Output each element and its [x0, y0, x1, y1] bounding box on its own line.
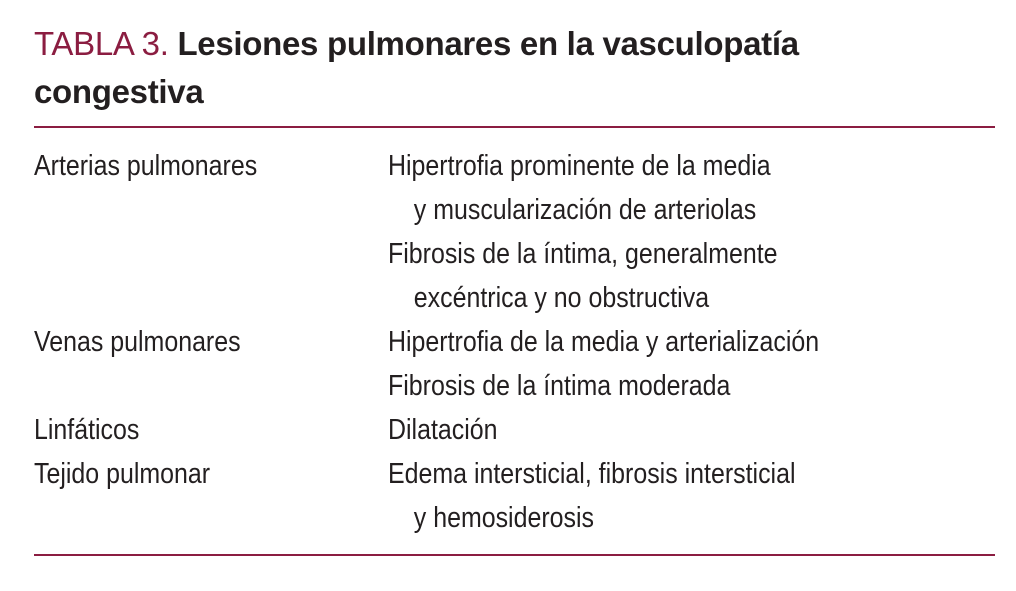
row-item	[388, 320, 910, 364]
row-item	[388, 144, 910, 232]
row-label: Tejido pulmonar	[34, 458, 211, 490]
row-item	[388, 232, 910, 320]
table-row	[34, 144, 995, 320]
row-items	[388, 452, 995, 540]
table-body	[34, 144, 995, 540]
row-items	[388, 408, 995, 452]
item-line-continued: y hemosiderosis	[413, 502, 594, 534]
item-line: Hipertrofia prominente de la media	[388, 150, 771, 182]
table-title: Lesiones pulmonares en la vasculopatía	[177, 25, 799, 62]
row-items	[388, 144, 995, 320]
row-item	[388, 408, 910, 452]
bottom-divider	[34, 554, 995, 556]
table-row	[34, 452, 995, 540]
item-line: Fibrosis de la íntima, generalmente	[388, 238, 778, 270]
item-line: Dilatación	[388, 414, 498, 446]
table-number: TABLA 3.	[34, 25, 169, 62]
item-line: Hipertrofia de la media y arterialización	[388, 326, 820, 358]
row-item	[388, 364, 910, 408]
table-title-line2: congestiva	[34, 73, 204, 110]
top-divider	[34, 126, 995, 128]
table-row	[34, 320, 995, 408]
item-line-continued: y muscularización de arteriolas	[413, 194, 757, 226]
table-row	[34, 408, 995, 452]
row-items	[388, 320, 995, 408]
row-item	[388, 452, 910, 540]
item-line-continued: excéntrica y no obstructiva	[413, 282, 710, 314]
table-caption	[34, 20, 974, 116]
item-line: Fibrosis de la íntima moderada	[388, 370, 731, 402]
row-label: Venas pulmonares	[34, 326, 241, 358]
item-line: Edema intersticial, fibrosis intersticial	[388, 458, 796, 490]
row-label: Linfáticos	[34, 414, 140, 446]
row-label: Arterias pulmonares	[34, 150, 258, 182]
